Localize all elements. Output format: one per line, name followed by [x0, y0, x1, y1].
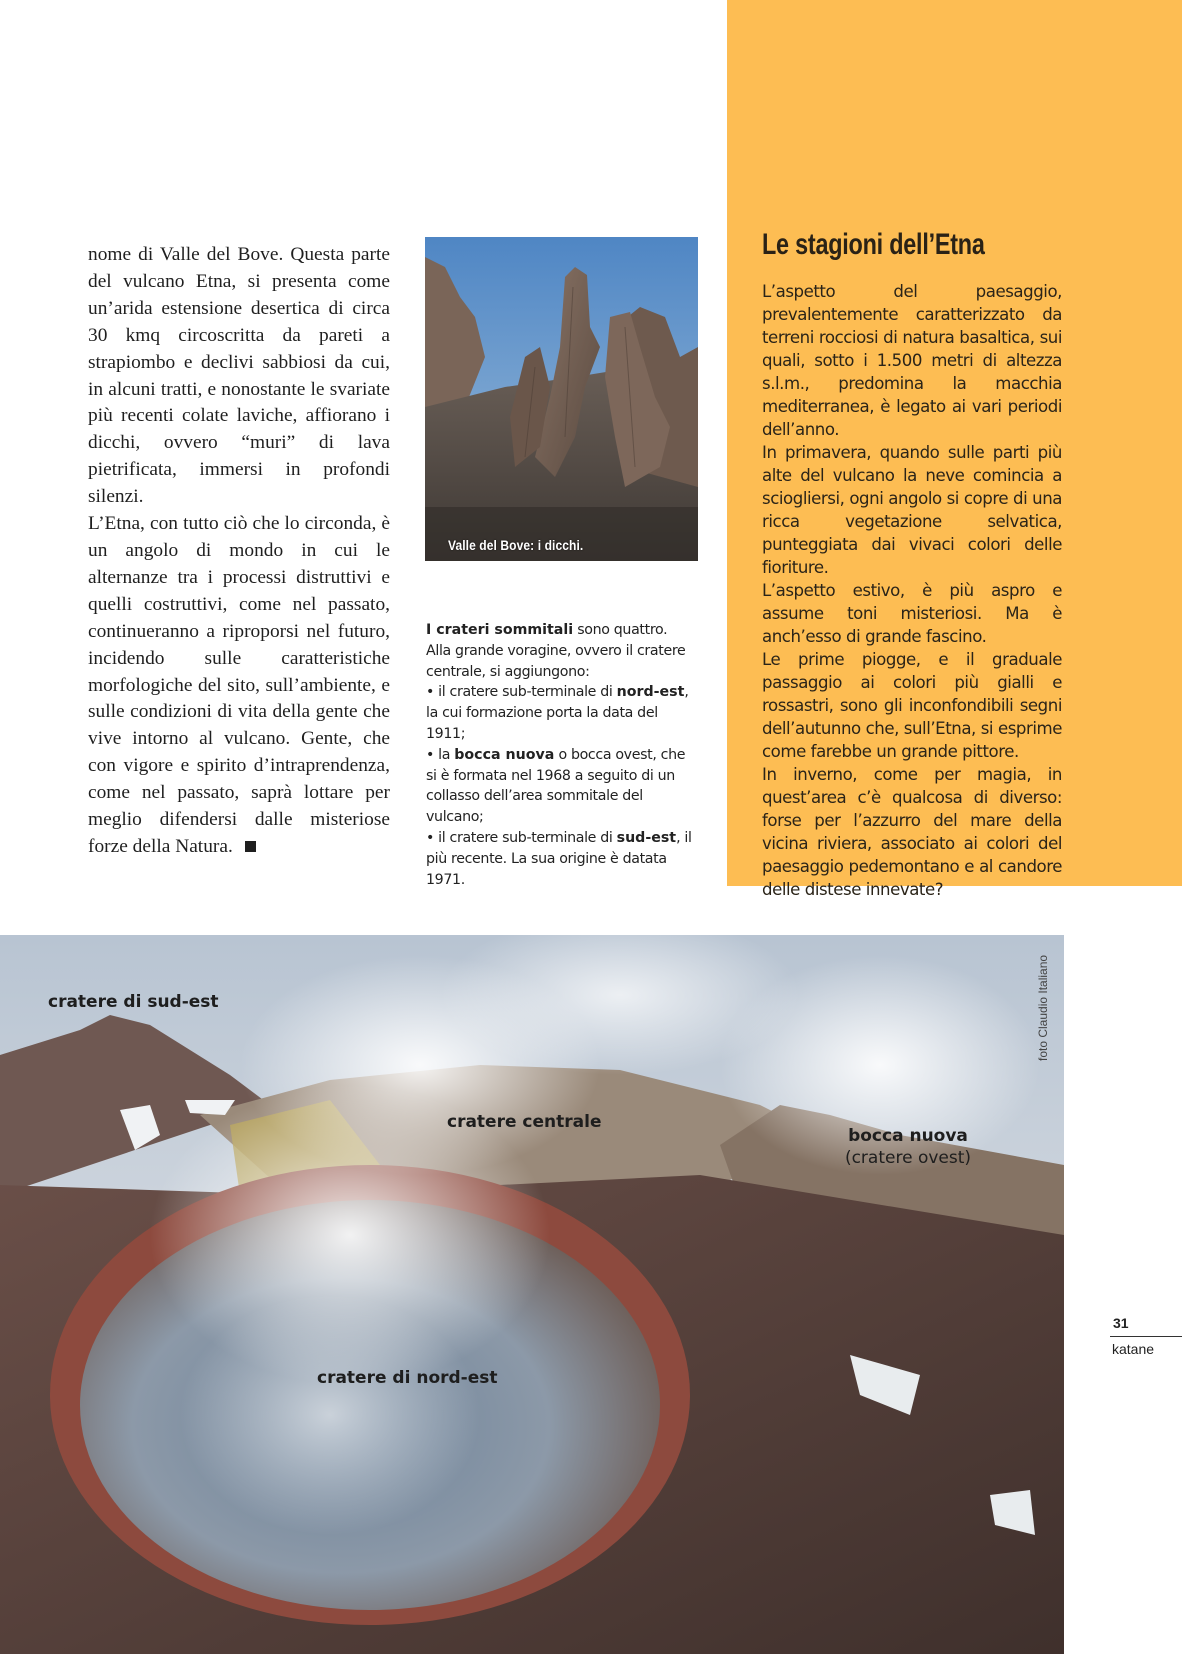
craters-intro-bold: I crateri sommitali [426, 622, 574, 638]
label-bocca-nuova [843, 1125, 973, 1169]
summit-craters-photo [0, 935, 1064, 1654]
left-paragraph-2 [88, 511, 390, 861]
end-of-article-mark [245, 841, 256, 852]
valle-del-bove-photo [425, 237, 698, 561]
photo-caption: Valle del Bove: i dicchi. [448, 537, 584, 553]
magazine-name: katane [1112, 1341, 1155, 1357]
bocca-nuova-title: bocca nuova [848, 1126, 968, 1146]
craters-intro [426, 620, 693, 682]
item-2-bold: bocca nuova [454, 746, 555, 763]
item-1-pre: • il cratere sub-terminale di [426, 684, 617, 701]
photo-credit: foto Claudio Italiano [1036, 954, 1050, 1061]
sidebar-paragraph-1: L’aspetto del paesaggio, prevalentemente caratterizzato da terreni rocciosi di natura basaltica, sui quali, sotto i 1.500 metri di altezza s.l.m., predomina la macchia mediterranea, è legato ai vari periodi dell’anno. [762, 282, 1062, 439]
label-cratere-sud-est: cratere di sud-est [48, 992, 219, 1012]
page-number-rule [1110, 1336, 1182, 1337]
left-paragraph-1: nome di Valle del Bove. Questa parte del vulcano Etna, si presenta come un’arida estensione desertica di circa 30 kmq circoscritta da pareti a strapiombo e declivi sabbiosi da cui, in alcuni tratti, e nonostante le svariate più recenti colate laviche, affiorano i dicchi, ovvero “muri” di lava pietrificata, immersi in profondi silenzi. [88, 244, 390, 508]
craters-illustration [0, 935, 1064, 1654]
item-2-pre: • la [426, 746, 455, 763]
craters-intro-text: sono quattro. Alla grande voragine, ovvero il cratere centrale, si aggiungono: [426, 622, 686, 680]
sidebar-paragraph-5: In inverno, come per magia, in quest’area c’è qualcosa di diverso: forse per l’azzurro del mare della vicina riviera, associato ai colori del paesaggio pedemontano e al candore delle distese innevate? [762, 765, 1062, 899]
article-left-column [88, 242, 390, 861]
item-3-bold: sud-est [616, 829, 677, 846]
summit-craters-box [426, 620, 693, 890]
sidebar-body [762, 280, 1062, 901]
crater-item-bocca-nuova [426, 745, 693, 828]
item-3-post: , il più recente. La sua origine è datata 1971. [426, 829, 692, 888]
item-1-post: , la cui formazione porta la data del 1911; [426, 684, 689, 742]
page-number: 31 [1113, 1315, 1129, 1331]
sidebar-paragraph-2: In primavera, quando sulle parti più alte del vulcano la neve comincia a sciogliersi, ogni angolo si copre di una ricca vegetazione selvatica, punteggiata dai vivaci colori delle fioriture. [762, 443, 1062, 577]
sidebar-title: Le stagioni dell’Etna [762, 228, 985, 261]
item-3-pre: • il cratere sub-terminale di [426, 829, 617, 846]
item-2-post: o bocca ovest, che si è formata nel 1968 a seguito di un collasso dell’area sommitale del vulcano; [426, 746, 686, 826]
sidebar-paragraph-3: L’aspetto estivo, è più aspro e assume toni misteriosi. Ma è anch’esso di grande fascino. [762, 581, 1062, 646]
dikes-illustration [425, 237, 698, 561]
seasons-sidebar [727, 0, 1182, 899]
crater-item-nord-est [426, 682, 693, 744]
label-cratere-centrale: cratere centrale [447, 1112, 602, 1132]
sidebar-paragraph-4: Le prime piogge, e il graduale passaggio ai colori più gialli e rossastri, sono gli inconfondibili segni dell’autunno che, sull’Etna, si esprime come farebbe un grande pittore. [762, 650, 1062, 761]
label-cratere-nord-est: cratere di nord-est [317, 1368, 498, 1388]
item-1-bold: nord-est [616, 684, 685, 701]
crater-item-sud-est [426, 828, 693, 890]
left-paragraph-2-text: L’Etna, con tutto ciò che lo circonda, è un angolo di mondo in cui le alternanze tra i processi distruttivi e quelli costruttivi, come nel passato, continueranno a riproporsi nel futuro, incidendo sulle caratteristiche morfologiche del sito, sull’ambiente, e sulle condizioni di vita della gente che vive intorno al vulcano. Gente, che con vigore e spirito d’intraprendenza, come nel passato, saprà lottare per meglio difendersi dalle misteriose forze della Natura. [88, 513, 390, 857]
bocca-nuova-subtitle: (cratere ovest) [844, 1148, 972, 1168]
